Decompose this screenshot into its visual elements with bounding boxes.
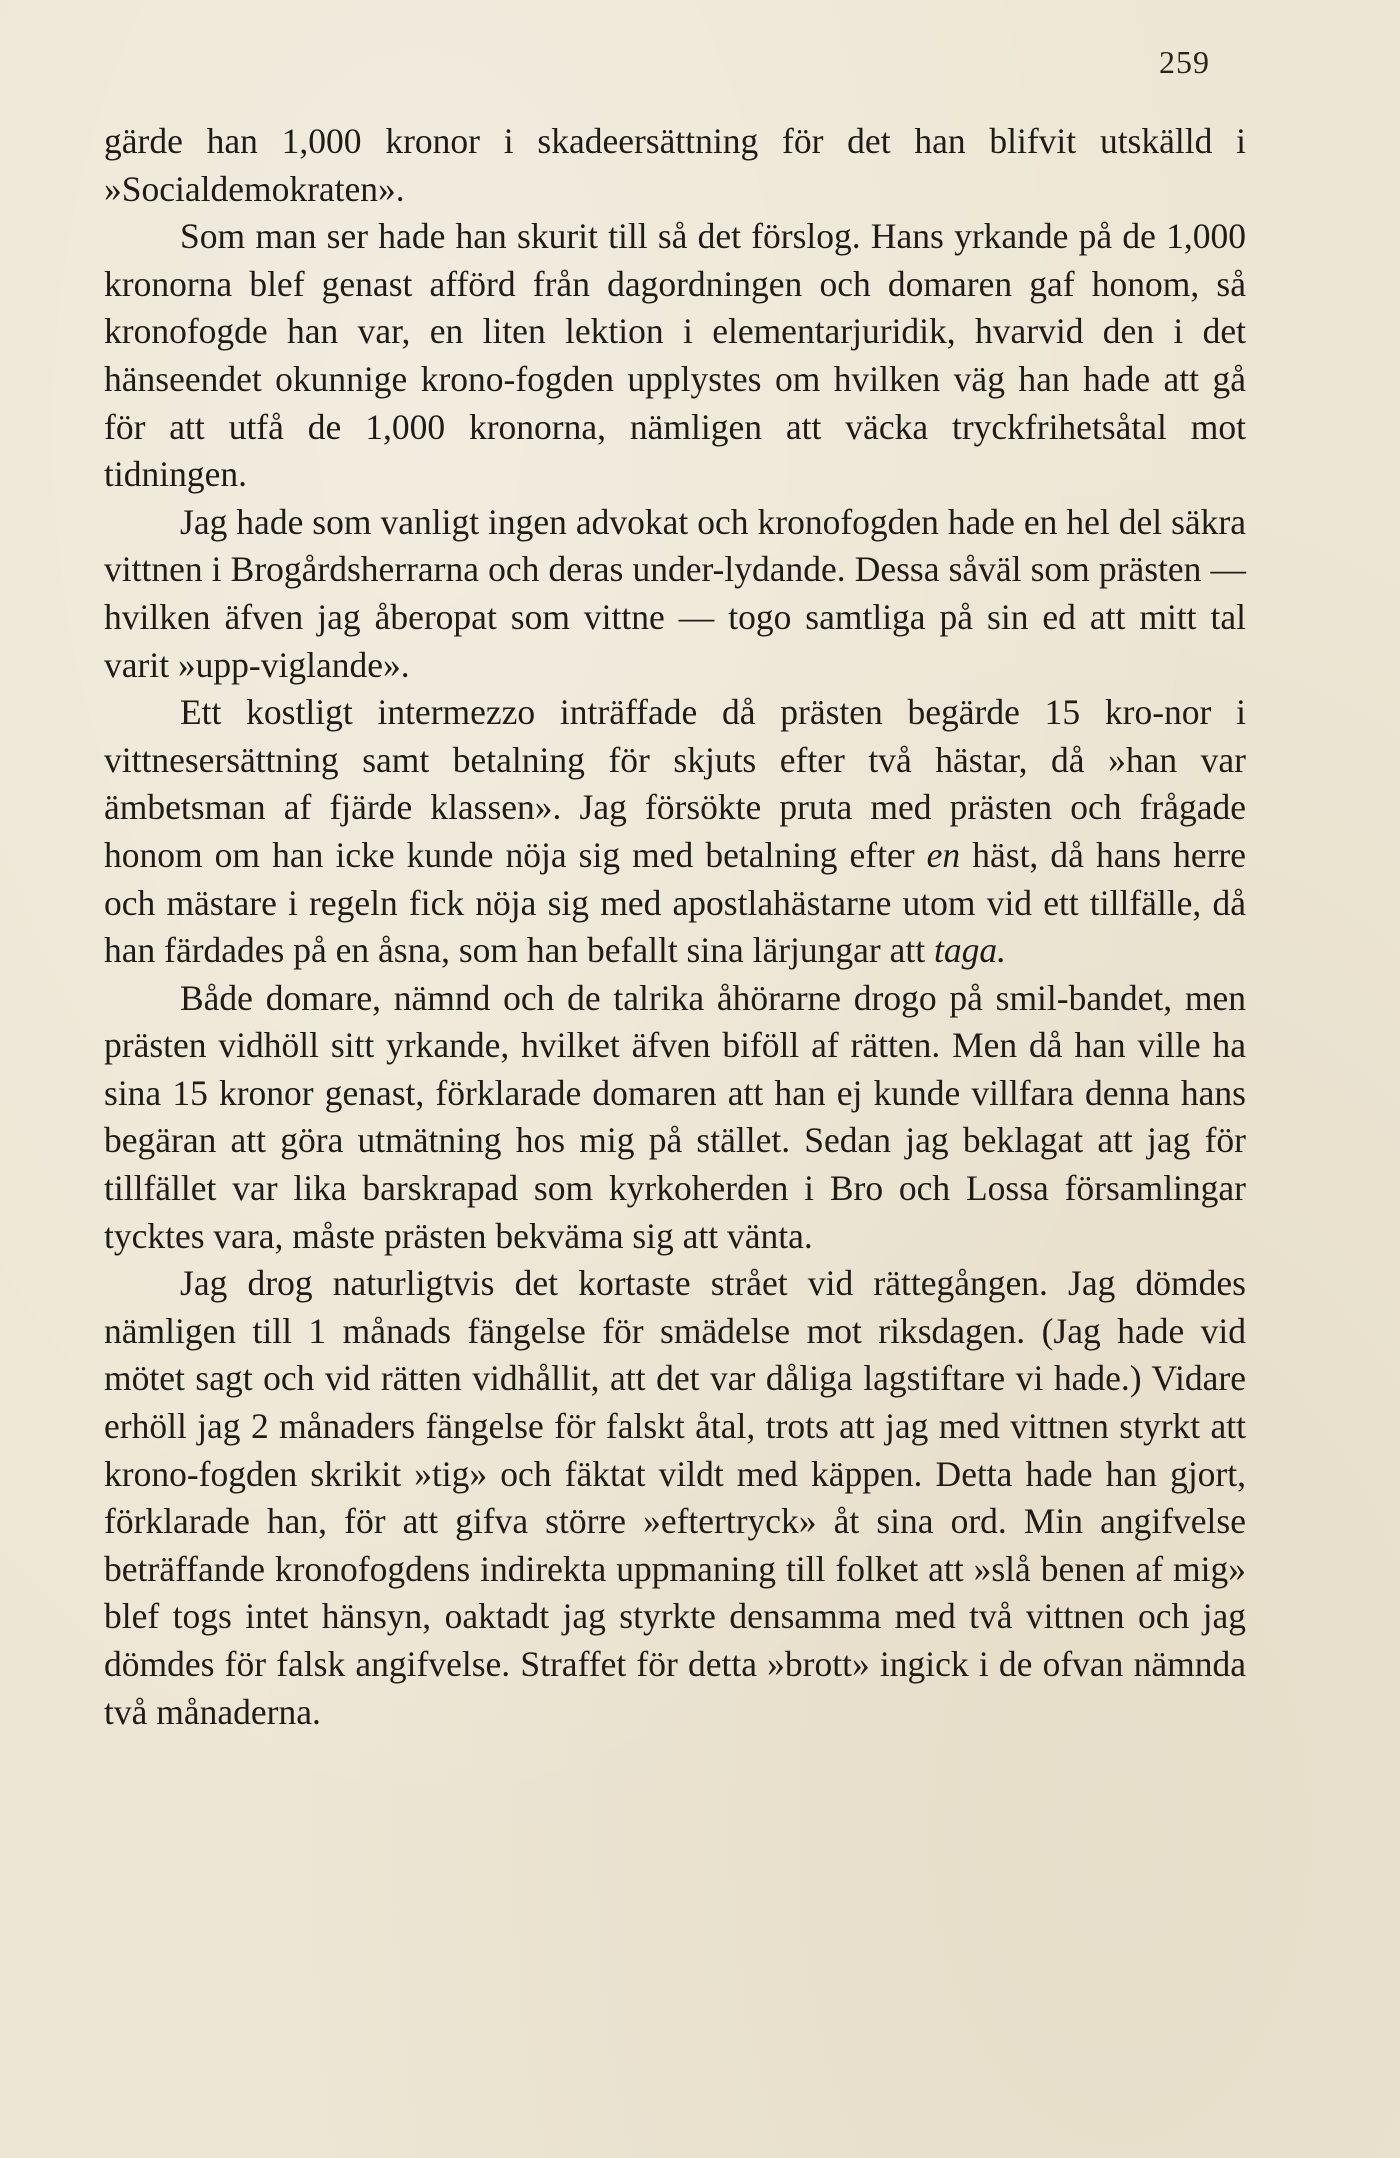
text-segment: Som man ser hade han skurit till så det förslog. Hans yrkande på de 1,000 kronorna blef genast afförd från dagordningen och domaren gaf honom, så kronofogde han var, en liten lektion i elementarjuridik, hvarvid den i det hänseendet okunnige krono-fogden upplystes om hvilken väg han hade att gå för att utfå de 1,000 kronorna, nämligen att väcka tryckfrihetsåtal mot tidningen. <box>104 216 1246 495</box>
italic-text: en <box>926 834 961 875</box>
text-segment: häst, då hans herre och mästare i regeln fick nöja sig med apostlahästarne utom vid ett tillfälle, då han färdades på en åsna, som han befallt sina lärjungar att <box>104 834 1247 971</box>
body-text <box>104 118 1246 1736</box>
text-segment: Jag drog naturligtvis det kortaste strået vid rättegången. Jag dömdes nämligen till 1 månads fängelse för smädelse mot riksdagen. (Jag hade vid mötet sagt och vid rätten vidhållit, att det var dåliga lagstiftare vi hade.) Vidare erhöll jag 2 månaders fängelse för falskt åtal, trots att jag med vittnen styrkt att krono-fogden skrikit »tig» och fäktat vildt med käppen. Detta hade han gjort, förklarade han, för att gifva större »eftertryck» åt sina ord. Min angifvelse beträffande kronofogdens indirekta uppmaning till folket att »slå benen af mig» blef togs intet hänsyn, oaktadt jag styrkte densamma med två vittnen och jag dömdes för falsk angifvelse. Straffet för detta »brott» ingick i de ofvan nämnda två månaderna. <box>104 1263 1246 1732</box>
page-number: 259 <box>1159 44 1210 80</box>
italic-text: taga. <box>934 930 1006 971</box>
paragraph <box>104 1260 1246 1736</box>
paragraph <box>104 213 1246 499</box>
paragraph <box>104 689 1246 975</box>
paragraph <box>104 975 1246 1261</box>
text-segment: Jag hade som vanligt ingen advokat och kronofogden hade en hel del säkra vittnen i Brogårdsherrarna och deras under-lydande. Dessa såväl som prästen — hvilken äfven jag åberopat som vittne — togo samtliga på sin ed att mitt tal varit »upp-viglande». <box>104 501 1246 685</box>
text-segment: Ett kostligt intermezzo inträffade då prästen begärde 15 kro-nor i vittnesersättning samt betalning för skjuts efter två hästar, då »han var ämbetsman af fjärde klassen». Jag försökte pruta med prästen och frågade honom om han icke kunde nöja sig med betalning efter <box>104 692 1246 875</box>
paragraph <box>104 499 1246 689</box>
paragraph <box>104 118 1246 213</box>
text-segment: Både domare, nämnd och de talrika åhörarne drogo på smil-bandet, men prästen vidhöll sitt yrkande, hvilket äfven biföll af rätten. Men då han ville ha sina 15 kronor genast, förklarade domaren att han ej kunde villfara denna hans begäran att göra utmätning hos mig på stället. Sedan jag beklagat att jag för tillfället var lika barskrapad som kyrkoherden i Bro och Lossa församlingar tycktes vara, måste prästen bekväma sig att vänta. <box>104 977 1246 1256</box>
text-segment: gärde han 1,000 kronor i skadeersättning för det han blifvit utskälld i »Socialdemokraten». <box>104 121 1246 209</box>
